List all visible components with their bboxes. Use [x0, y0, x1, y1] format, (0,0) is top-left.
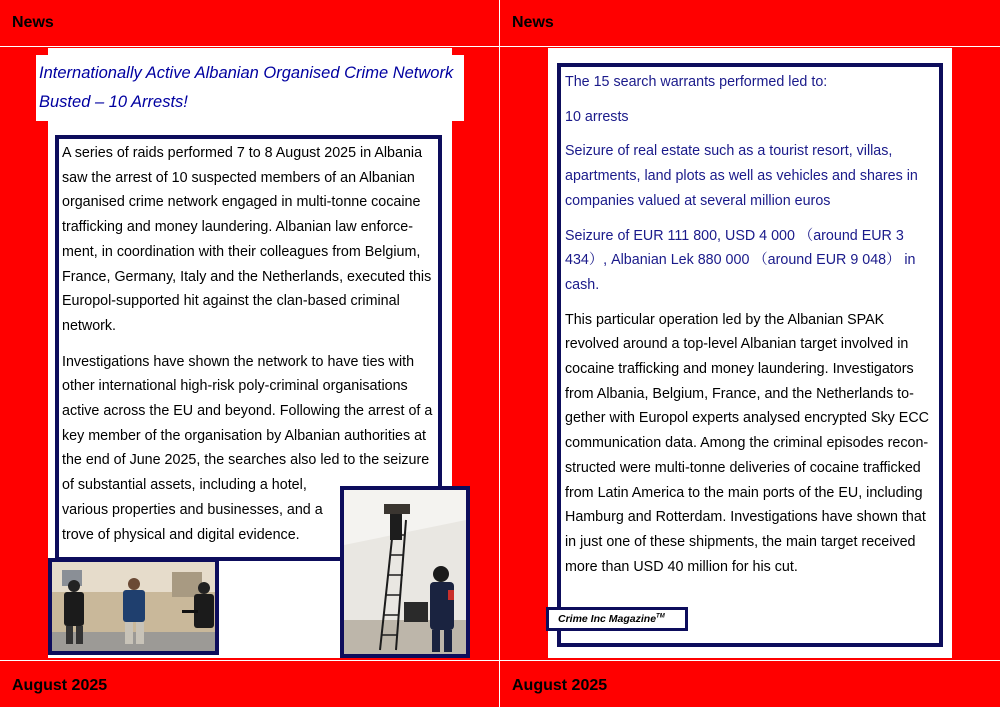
result-real-estate: Seizure of real estate such as a tourist resort, villas, apartments, land plots as well as vehicles and shares in companies valued at several million euros [565, 143, 918, 209]
result-cash: Seizure of EUR 111 800, USD 4 000 （around EUR 3 434）, Albanian Lek 880 000 （around EUR 9 048） in cash. [565, 227, 916, 293]
magazine-brand-tag [546, 607, 688, 631]
right-article-body [565, 70, 935, 589]
attic-search-photo-graphic [344, 490, 466, 654]
header-left-label: News [12, 14, 54, 31]
paragraph-investigation: Investigations have shown the network to have ties with other international high-risk poly-criminal organisations active across the EU and beyond. Following the arrest of a key member of the organisation by Albanian authorities at the end of June 2025, the searches also led to the seizure [62, 353, 433, 469]
article-title [36, 55, 464, 121]
footer-rule [0, 660, 1000, 661]
header-rule [0, 46, 1000, 47]
result-arrests: 10 arrests [565, 108, 629, 125]
footer-left-date: August 2025 [12, 677, 108, 694]
wrap-line: various properties and businesses, and a [62, 501, 323, 518]
wrap-line: trove of physical and digital evidence. [62, 526, 300, 543]
header-right-label: News [512, 14, 554, 31]
article-title-line-2: Busted – 10 Arrests! [39, 93, 188, 111]
article-title-line-1: Internationally Active Albanian Organised Crime Network [39, 64, 454, 82]
wrap-line: of substantial assets, including a hotel, [62, 477, 307, 494]
raid-team-photo-graphic [52, 562, 215, 651]
spread-divider [499, 0, 500, 707]
magazine-brand-name: Crime Inc Magazine [558, 613, 657, 625]
attic-search-photo [340, 486, 470, 658]
paragraph-intro: A series of raids performed 7 to 8 August 2025 in Albania saw the arrest of 10 suspected members of an Albanian organised crime network engaged in multi-tonne cocaine trafficking and money laundering. Albanian law enforce-ment, in coordination with their colleagues from Belgium, France, Germany, Italy and the Netherlands, executed this Europol-supported hit against the clan-based criminal network. [62, 145, 432, 334]
results-intro: The 15 search warrants performed led to: [565, 74, 828, 90]
paragraph-operation: This particular operation led by the Albanian SPAK revolved around a top-level Albanian target involved in cocaine trafficking and money laundering. Investigators from Albania, Belgium, France, and the Netherlands to-gether with Europol experts analysed encrypted Sky ECC communication data. Among the criminal episodes recon-structed were multi-tonne deliveries of cocaine trafficked from Latin America to the main ports of the EU, including Hamburg and Rotterdam. Investigations have shown that in just one of these shipments, the main target received more than USD 40 million for his cut. [565, 311, 929, 575]
raid-team-photo [48, 558, 219, 655]
footer-right-date: August 2025 [512, 677, 608, 694]
trademark-mark: TM [656, 613, 665, 620]
